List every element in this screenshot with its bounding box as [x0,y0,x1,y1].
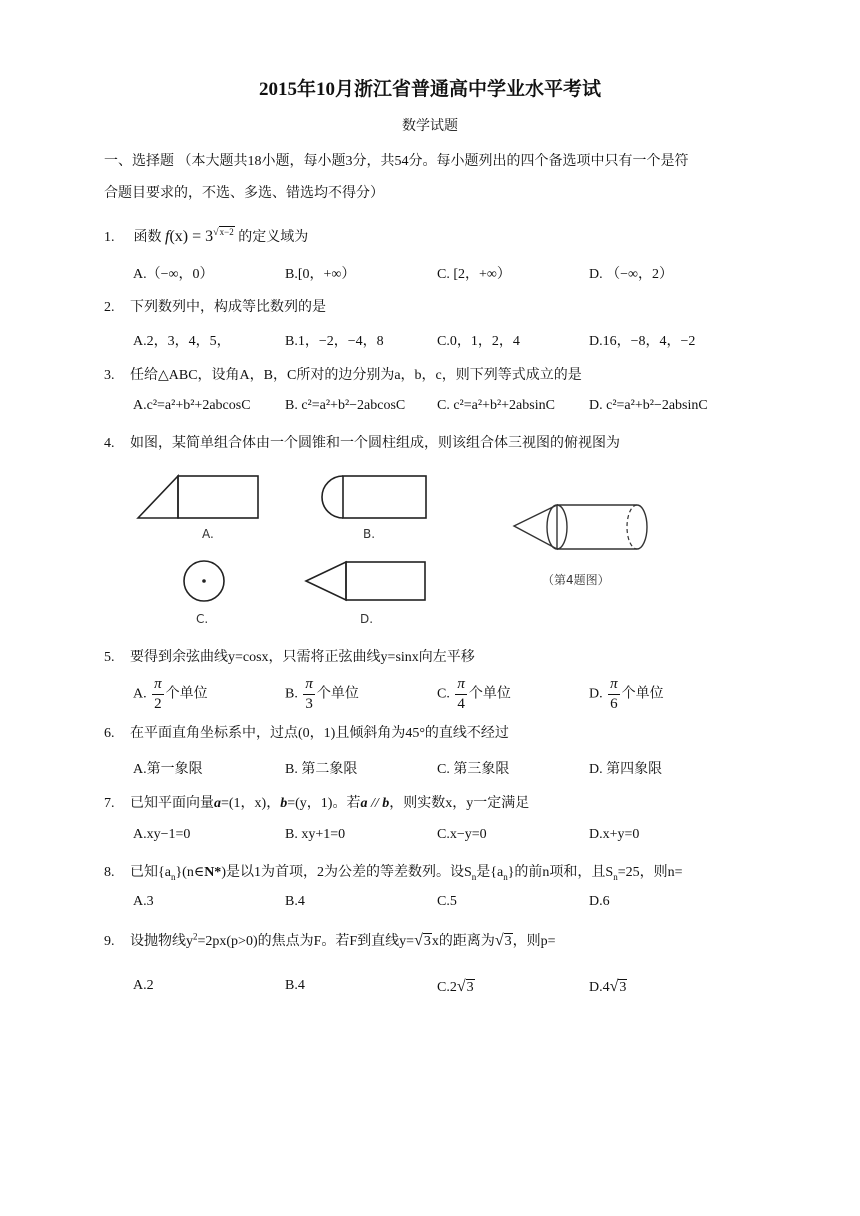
option-a[interactable]: A. $\frac{\pi}{2}$ 个单位 [133,676,208,712]
sqrt-sign: √ [456,978,466,995]
section-instructions-line2: 合题目要求的，不选、多选、错选均不得分） [104,186,384,201]
figure-option-b[interactable] [321,474,429,520]
question-number: 1. [104,230,115,245]
question-1: 1. 函数 $f(x) = 3^{√x-2}$ 的定义域为 [104,227,309,245]
figure-cone-cylinder [512,502,650,552]
fraction: $\frac{\pi}{6}$ [610,676,618,712]
question-text: 任给△ABC，设角A，B，C所对的边分别为a，b，c，则下列等式成立的是 [130,368,582,383]
figure-label-d: D. [360,612,374,626]
option-c[interactable]: C.x−y=0 [437,827,487,842]
question-text-end: 的定义域为 [238,230,309,245]
option-b[interactable]: B.1，−2，−4，8 [285,334,384,349]
option-a[interactable]: A.c²=a²+b²+2abcosC [133,398,251,413]
option-c[interactable]: C.2√3 [437,978,474,995]
fraction: $\frac{\pi}{3}$ [305,676,313,712]
option-a[interactable]: A.3 [133,894,154,909]
figure-label-b: B. [363,527,376,541]
figure-option-c[interactable] [182,559,226,603]
triangle-pointed-rectangle-view [304,560,428,604]
option-c[interactable]: C. 第三象限 [437,762,510,777]
option-b[interactable]: B.4 [285,894,305,909]
option-d[interactable]: D.6 [589,894,610,909]
triangle-rectangle-view [136,474,261,520]
figure-label-a: A. [202,527,214,541]
circle-center-view [182,559,226,603]
fraction: $\frac{\pi}{4}$ [457,676,465,712]
option-d[interactable]: D.x+y=0 [589,827,640,842]
option-c[interactable]: C. c²=a²+b²+2absinC [437,398,555,413]
question-number: 7. [104,796,115,811]
option-b[interactable]: B. xy+1=0 [285,827,346,842]
option-a[interactable]: A.第一象限 [133,762,203,777]
function-name: f [165,228,170,245]
question-6 [104,722,509,742]
option-c[interactable]: C.0，1，2，4 [437,334,520,349]
page-title: 2015年10月浙江省普通高中学业水平考试 [258,79,601,100]
option-d[interactable]: D.16，−8，4，−2 [589,334,696,349]
figure-caption: （第4题图） [542,573,610,587]
option-a[interactable]: A.（−∞，0） [133,267,214,282]
question-3 [104,364,582,384]
question-8: 8. 已知$\{a_n\}(n\in N*)$是以1为首项，2为公差的等差数列。设$S_n$是$\{a_n\}$的前n项和，且$S_n=25$，则n= [104,865,683,882]
question-2 [104,296,326,316]
question-number: 6. [104,726,115,741]
question-number: 5. [104,650,115,665]
question-text: 在平面直角坐标系中，过点(0，1)且倾斜角为45°的直线不经过 [130,726,509,741]
question-text: 下列数列中，构成等比数列的是 [130,300,326,315]
sqrt-sign: √ [494,932,504,949]
option-c[interactable]: C. $\frac{\pi}{4}$ 个单位 [437,676,511,712]
option-d[interactable]: D. 第四象限 [589,762,663,777]
option-b[interactable]: B. c²=a²+b²−2abcosC [285,398,406,413]
option-b[interactable]: B.4 [285,978,305,993]
question-text: 要得到余弦曲线y=cosx，只需将正弦曲线y=sinx向左平移 [130,650,475,665]
option-c[interactable]: C.5 [437,894,457,909]
cone-cylinder-solid [512,502,650,552]
question-7: 7. 已知平面向量a=(1，x)，b=(y，1)。若a // b，则实数x，y一定满足 [104,796,530,811]
sqrt-sign: √ [609,978,619,995]
figure-label-c: C. [196,612,209,626]
option-d[interactable]: D. c²=a²+b²−2absinC [589,398,708,413]
parallel-sign: // [367,796,383,811]
option-d[interactable]: D.4√3 [589,978,627,995]
exponent: x−2 [219,227,234,238]
question-5 [104,646,475,666]
figure-option-d[interactable] [304,560,428,604]
question-text: 如图，某简单组合体由一个圆锥和一个圆柱组成，则该组合体三视图的俯视图为 [130,436,620,451]
section-instructions-line1: 一、选择题 （本大题共18小题，每小题3分，共54分。每小题列出的四个备选项中只有一个是符 [104,154,689,169]
option-a[interactable]: A.2，3，4，5， [133,334,231,349]
question-9: 9. 设抛物线$y^2=2px(p>0)$的焦点为F。若F到直线y=√3x的距离为√3，则p= [104,931,556,949]
page-subtitle: 数学试题 [402,119,458,134]
question-number: 2. [104,300,115,315]
question-number: 8. [104,865,115,880]
figure-option-a[interactable] [136,474,261,520]
semicircle-rectangle-view [321,474,429,520]
question-number: 9. [104,934,115,949]
option-b[interactable]: B. 第二象限 [285,762,358,777]
option-b[interactable]: B.[0，+∞） [285,267,356,282]
question-4 [104,432,620,452]
vector-b: b [280,796,288,811]
question-text: 函数 [133,230,162,245]
function-expr: (x) = 3 [169,228,214,245]
option-a[interactable]: A.xy−1=0 [133,827,191,842]
question-number: 4. [104,436,115,451]
option-d[interactable]: D. $\frac{\pi}{6}$ 个单位 [589,676,664,712]
option-d[interactable]: D. （−∞，2） [589,267,673,282]
option-a[interactable]: A.2 [133,978,154,993]
question-number: 3. [104,368,115,383]
option-b[interactable]: B. $\frac{\pi}{3}$ 个单位 [285,676,359,712]
vector-a: a [214,796,221,811]
sqrt-sign: √ [414,932,423,949]
option-c[interactable]: C. [2，+∞） [437,267,511,282]
fraction: $\frac{\pi}{2}$ [154,676,162,712]
